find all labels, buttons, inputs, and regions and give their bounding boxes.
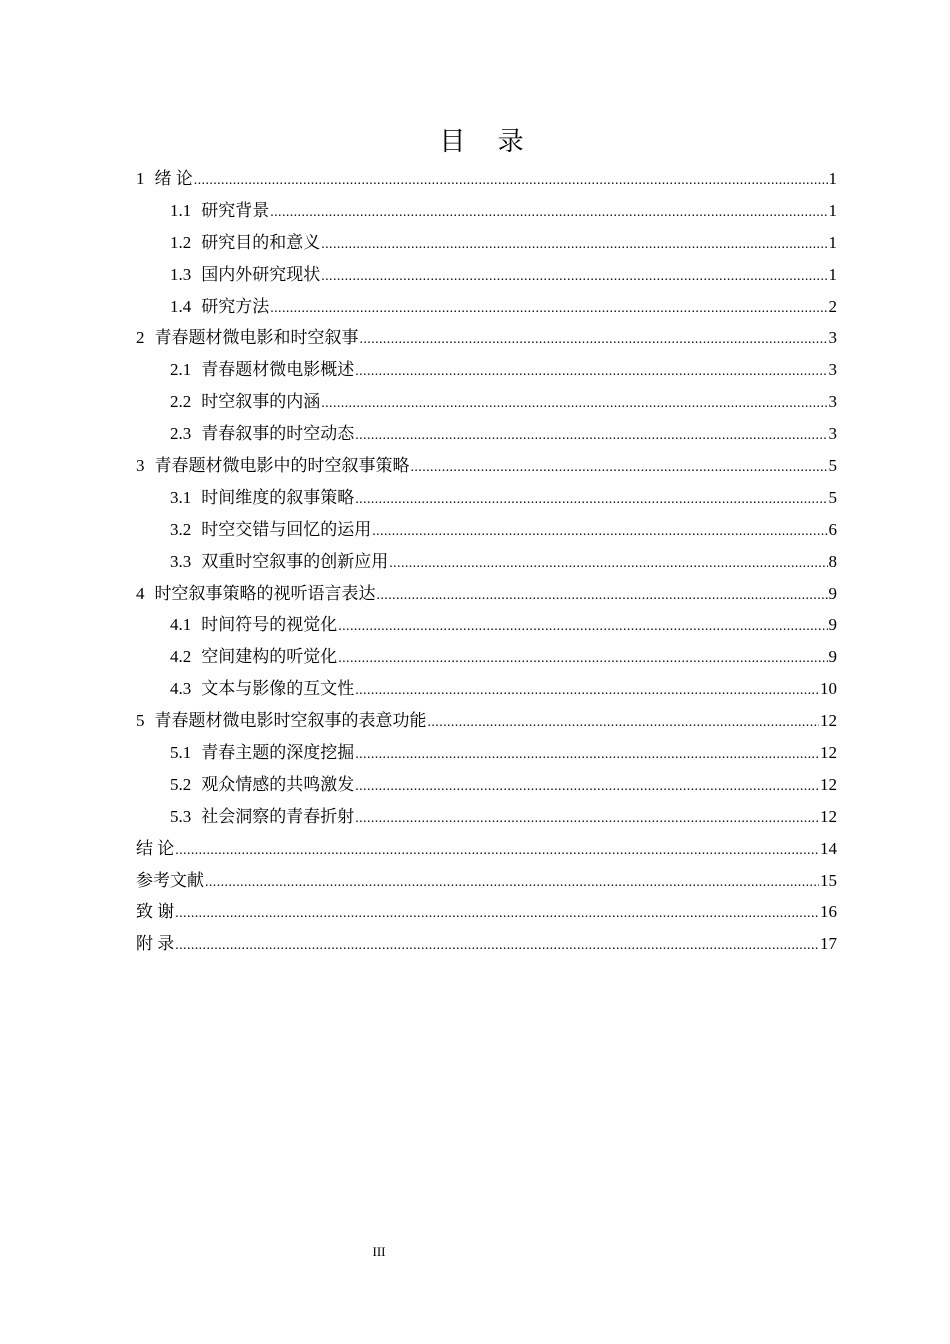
- toc-entry[interactable]: [136, 163, 837, 195]
- toc-entry[interactable]: [136, 195, 837, 227]
- toc-entry[interactable]: [136, 227, 837, 259]
- toc-entry-page: 10: [820, 679, 837, 699]
- toc-entry-page: 5: [828, 456, 837, 476]
- toc-entry[interactable]: [136, 833, 837, 865]
- toc-dot-leader: [321, 229, 827, 261]
- toc-entry[interactable]: [136, 482, 837, 514]
- toc-entry-number: 1.3: [170, 264, 192, 284]
- toc-entry-number: 3.1: [170, 487, 192, 507]
- toc-dot-leader: [205, 867, 819, 899]
- toc-entry-title: 结 论: [136, 838, 175, 858]
- table-of-contents: [136, 163, 837, 960]
- toc-entry-number: 1.4: [170, 296, 192, 316]
- toc-entry-title: 研究方法: [201, 296, 270, 316]
- toc-entry-page: 3: [828, 360, 837, 380]
- toc-dot-leader: [355, 771, 819, 803]
- toc-entry-title: 时空叙事策略的视听语言表达: [154, 583, 376, 603]
- toc-entry-page: 1: [828, 169, 837, 188]
- toc-entry[interactable]: [136, 865, 837, 897]
- toc-entry[interactable]: [136, 673, 837, 705]
- toc-entry-number: 5.2: [170, 774, 192, 794]
- toc-entry-page: 8: [828, 551, 837, 571]
- toc-entry[interactable]: [136, 801, 837, 833]
- toc-entry-page: 12: [820, 711, 837, 731]
- toc-entry-page: 3: [828, 392, 837, 412]
- toc-entry-page: 1: [828, 200, 837, 220]
- toc-dot-leader: [355, 484, 827, 516]
- toc-dot-leader: [377, 580, 828, 612]
- toc-dot-leader: [270, 197, 827, 229]
- toc-entry-title: 青春主题的深度挖掘: [201, 743, 355, 763]
- toc-dot-leader: [175, 930, 819, 962]
- toc-dot-leader: [355, 803, 819, 835]
- toc-entry-title: 青春题材微电影和时空叙事: [154, 328, 359, 348]
- toc-entry-page: 15: [820, 870, 837, 890]
- toc-entry-page: 12: [820, 806, 837, 826]
- toc-entry-number: 1: [136, 169, 145, 188]
- toc-entry-number: 2.2: [170, 392, 192, 412]
- toc-dot-leader: [389, 548, 827, 580]
- toc-entry-number: 5: [136, 711, 145, 731]
- toc-entry-page: 3: [828, 424, 837, 444]
- toc-dot-leader: [338, 611, 827, 643]
- toc-entry-page: 12: [820, 743, 837, 763]
- toc-entry[interactable]: [136, 259, 837, 291]
- toc-dot-leader: [428, 707, 820, 739]
- toc-dot-leader: [372, 516, 827, 548]
- toc-entry[interactable]: [136, 769, 837, 801]
- toc-entry-page: 9: [828, 647, 837, 667]
- toc-dot-leader: [321, 388, 827, 420]
- toc-entry-title: 双重时空叙事的创新应用: [201, 551, 389, 571]
- toc-entry-page: 14: [820, 838, 837, 858]
- toc-entry-page: 1: [828, 232, 837, 252]
- toc-entry-number: 4.1: [170, 615, 192, 635]
- toc-entry[interactable]: [136, 896, 837, 928]
- toc-entry[interactable]: [136, 609, 837, 641]
- toc-entry[interactable]: [136, 737, 837, 769]
- toc-entry-title: 研究目的和意义: [201, 232, 321, 252]
- toc-entry[interactable]: [136, 291, 837, 323]
- page-title: 目 录: [439, 127, 536, 157]
- toc-entry-title: 时间维度的叙事策略: [201, 487, 355, 507]
- toc-entry-page: 1: [828, 264, 837, 284]
- toc-entry[interactable]: [136, 514, 837, 546]
- toc-entry-title: 时间符号的视觉化: [201, 615, 338, 635]
- toc-entry-title: 附 录: [136, 934, 175, 954]
- toc-dot-leader: [360, 324, 828, 356]
- toc-entry[interactable]: [136, 641, 837, 673]
- toc-entry-title: 时空交错与回忆的运用: [201, 519, 372, 539]
- toc-entry-number: 5.3: [170, 806, 192, 826]
- toc-dot-leader: [175, 898, 819, 930]
- toc-entry[interactable]: [136, 546, 837, 578]
- toc-entry-title: 青春叙事的时空动态: [201, 424, 355, 444]
- page-number: III: [372, 1244, 386, 1259]
- toc-entry[interactable]: [136, 578, 837, 610]
- toc-dot-leader: [321, 261, 827, 293]
- toc-entry-title: 青春题材微电影中的时空叙事策略: [154, 456, 410, 476]
- toc-dot-leader: [338, 643, 827, 675]
- toc-entry-page: 5: [828, 487, 837, 507]
- toc-entry-page: 17: [820, 934, 837, 954]
- toc-entry-number: 1.1: [170, 200, 192, 220]
- toc-entry[interactable]: [136, 928, 837, 960]
- toc-entry-title: 致 谢: [136, 902, 175, 922]
- toc-entry-page: 6: [828, 519, 837, 539]
- toc-entry-number: 4.3: [170, 679, 192, 699]
- toc-entry-title: 青春题材微电影时空叙事的表意功能: [154, 711, 427, 731]
- toc-entry-number: 2: [136, 328, 145, 348]
- toc-entry-page: 3: [828, 328, 837, 348]
- toc-dot-leader: [270, 293, 827, 325]
- toc-entry[interactable]: [136, 322, 837, 354]
- toc-entry[interactable]: [136, 705, 837, 737]
- toc-entry-page: 12: [820, 774, 837, 794]
- toc-entry[interactable]: [136, 418, 837, 450]
- toc-dot-leader: [355, 675, 819, 707]
- toc-entry-title: 时空叙事的内涵: [201, 392, 321, 412]
- toc-entry-title: 绪 论: [154, 169, 193, 188]
- toc-entry[interactable]: [136, 354, 837, 386]
- toc-dot-leader: [355, 420, 827, 452]
- toc-entry[interactable]: [136, 450, 837, 482]
- toc-dot-leader: [411, 452, 828, 484]
- toc-entry-title: 空间建构的听觉化: [201, 647, 338, 667]
- toc-entry-title: 社会洞察的青春折射: [201, 806, 355, 826]
- toc-entry-number: 5.1: [170, 743, 192, 763]
- toc-entry-number: 3.2: [170, 519, 192, 539]
- toc-entry-page: 9: [828, 583, 837, 603]
- toc-dot-leader: [194, 165, 828, 197]
- toc-entry-number: 3.3: [170, 551, 192, 571]
- toc-entry-number: 1.2: [170, 232, 192, 252]
- toc-entry-title: 青春题材微电影概述: [201, 360, 355, 380]
- toc-entry-title: 观众情感的共鸣激发: [201, 774, 355, 794]
- toc-entry-page: 16: [820, 902, 837, 922]
- toc-entry-number: 4: [136, 583, 145, 603]
- toc-entry-title: 文本与影像的互文性: [201, 679, 355, 699]
- toc-entry-number: 2.3: [170, 424, 192, 444]
- toc-entry-title: 研究背景: [201, 200, 270, 220]
- toc-entry-number: 4.2: [170, 647, 192, 667]
- toc-entry-number: 2.1: [170, 360, 192, 380]
- toc-entry-title: 参考文献: [136, 870, 204, 890]
- toc-entry-page: 2: [828, 296, 837, 316]
- toc-dot-leader: [355, 356, 827, 388]
- toc-entry-title: 国内外研究现状: [201, 264, 321, 284]
- toc-entry-number: 3: [136, 456, 145, 476]
- toc-dot-leader: [355, 739, 819, 771]
- toc-entry-page: 9: [828, 615, 837, 635]
- toc-entry[interactable]: [136, 386, 837, 418]
- toc-dot-leader: [175, 835, 819, 867]
